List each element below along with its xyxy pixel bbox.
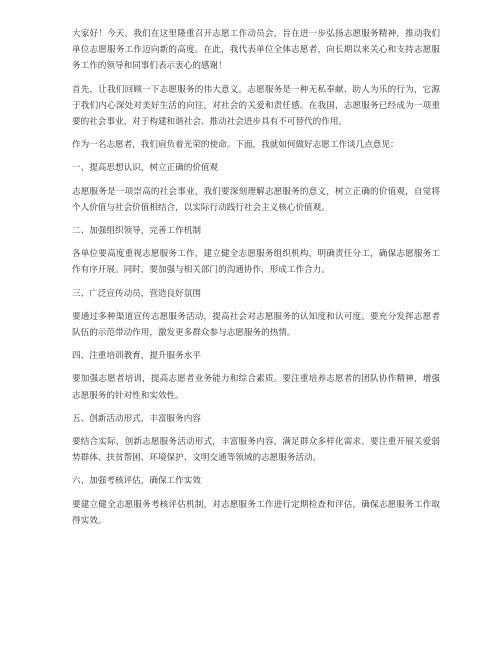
section-body-5: 要结合实际，创新志愿服务活动形式，丰富服务内容，满足群众多样化需求。要注重开展关爱弱势群体、扶贫帮困、环境保护、文明交通等领域的志愿服务活动。 [72,437,440,464]
section-heading-5: 五、创新活动形式，丰富服务内容 [72,413,201,424]
paragraph-mission: 作为一名志愿者，我们肩负着光荣的使命。下面，我就如何做好志愿工作谈几点意见： [72,140,399,151]
section-heading-6: 六、加强考核评估，确保工作实效 [72,476,201,487]
section-heading-2: 二、加强组织领导，完善工作机制 [72,226,201,237]
section-body-6: 要建立健全志愿服务考核评估机制，对志愿服务工作进行定期检查和评估，确保志愿服务工作取得实效。 [72,499,440,526]
section-body-2: 各单位要高度重视志愿服务工作，建立健全志愿服务组织机构，明确责任分工，确保志愿服务工作有序开展。同时，要加强与相关部门的沟通协作，形成工作合力。 [72,249,440,276]
section-body-3: 要通过多种渠道宣传志愿服务活动，提高社会对志愿服务的认知度和认可度。要充分发挥志愿者队伍的示范带动作用，激发更多群众参与志愿服务的热情。 [72,311,440,339]
section-heading-3: 三、广泛宣传动员，营造良好氛围 [72,288,201,299]
section-heading-4: 四、注重培训教育，提升服务水平 [72,351,201,362]
section-body-1: 志愿服务是一项崇高的社会事业，我们要深刻理解志愿服务的意义，树立正确的价值观，自觉将个人价值与社会价值相结合，以实际行动践行社会主义核心价值观。 [72,186,440,213]
paragraph-significance: 首先，让我们回顾一下志愿服务的伟大意义。志愿服务是一种无私奉献、助人为乐的行为，它源于我们内心深处对美好生活的向往，对社会的关爱和责任感。在我国，志愿服务已经成为一项重要的社会事业，对于构建和谐社会、推动社会进步具有不可替代的作用。 [72,84,440,128]
paragraph-opening: 大家好！今天，我们在这里隆重召开志愿工作动员会，旨在进一步弘扬志愿服务精神，推动我们单位志愿服务工作迈向新的高度。在此，我代表单位全体志愿者，向长期以来关心和支持志愿服务工作的领导和同事们表示衷心的感谢！ [72,29,440,72]
section-body-4: 要加强志愿者培训，提高志愿者业务能力和综合素质。要注重培养志愿者的团队协作精神，增强志愿服务的针对性和实效性。 [72,374,440,401]
section-heading-1: 一、提高思想认识，树立正确的价值观 [72,163,219,174]
